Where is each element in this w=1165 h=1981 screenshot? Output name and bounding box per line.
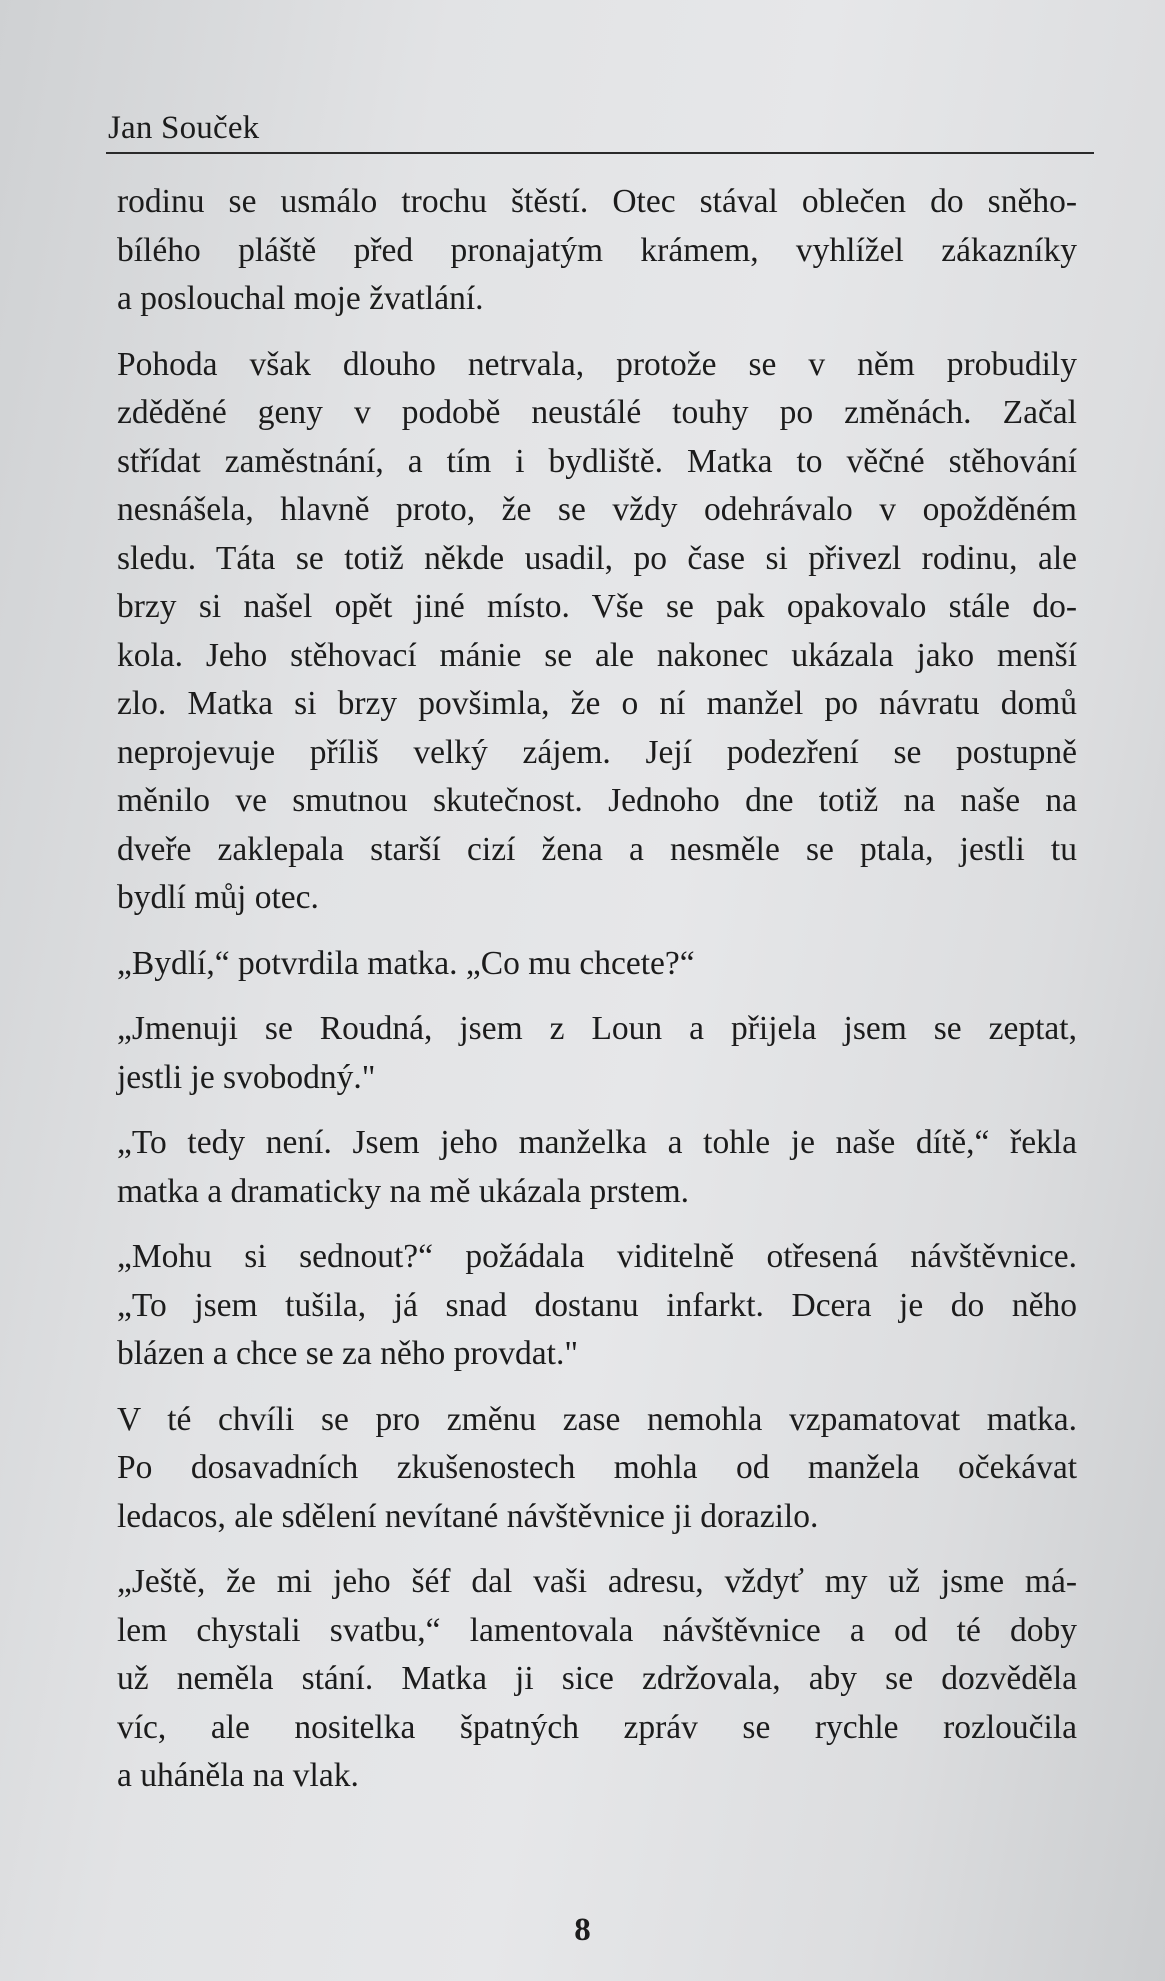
paragraph — [117, 940, 1077, 989]
text-line: střídat zaměstnání, a tím i bydliště. Matka to věčné stěhování — [117, 442, 1077, 480]
text-line: bílého pláště před pronajatým krámem, vyhlížel zákazníky — [117, 231, 1077, 269]
text-line: víc, ale nositelka špatných zpráv se rychle rozloučila — [117, 1708, 1077, 1746]
text-line: Po dosavadních zkušenostech mohla od manžela očekávat — [117, 1449, 1077, 1486]
text-line: zlo. Matka si brzy povšimla, že o ní manžel po návratu domů — [117, 685, 1077, 722]
text-line: jestli je svobodný." — [117, 1058, 376, 1096]
text-line: a poslouchal moje žvatlání. — [117, 280, 484, 317]
text-line: rodinu se usmálo trochu štěstí. Otec stával oblečen do sněho- — [117, 183, 1077, 220]
text-line: brzy si našel opět jiné místo. Vše se pak opakovalo stále do- — [117, 588, 1077, 625]
text-line: zděděné geny v podobě neustálé touhy po změnách. Začal — [117, 394, 1077, 431]
paragraph — [117, 1119, 1077, 1216]
paragraph — [117, 1396, 1077, 1542]
text-line: V té chvíli se pro změnu zase nemohla vzpamatovat matka. — [117, 1400, 1077, 1438]
text-line: už neměla stání. Matka ji sice zdržovala, aby se dozvěděla — [117, 1660, 1077, 1697]
running-head-author: Jan Souček — [108, 110, 260, 146]
text-line: Pohoda však dlouho netrvala, protože se v něm probudily — [117, 345, 1077, 383]
body-text — [117, 178, 1077, 1818]
text-line: „Ještě, že mi jeho šéf dal vaši adresu, vždyť my už jsme má- — [117, 1563, 1077, 1600]
header-rule — [106, 152, 1094, 154]
text-line: lem chystali svatbu,“ lamentovala návštěvnice a od té doby — [117, 1611, 1077, 1649]
paragraph — [117, 178, 1077, 324]
text-line: „To tedy není. Jsem jeho manželka a tohle je naše dítě,“ řekla — [117, 1124, 1077, 1161]
text-line: neprojevuje příliš velký zájem. Její podezření se postupně — [117, 733, 1077, 771]
page-number: 8 — [574, 1912, 591, 1948]
paragraph — [117, 1558, 1077, 1801]
text-line: nesnášela, hlavně proto, že se vždy odehrávalo v opožděném — [117, 491, 1077, 528]
text-line: blázen a chce se za něho provdat." — [117, 1335, 579, 1372]
text-line: bydlí můj otec. — [117, 879, 319, 916]
text-line: měnilo ve smutnou skutečnost. Jednoho dne totiž na naše na — [117, 782, 1077, 819]
paragraph — [117, 341, 1077, 923]
text-line: a uháněla na vlak. — [117, 1757, 359, 1794]
paragraph — [117, 1005, 1077, 1102]
text-line: kola. Jeho stěhovací mánie se ale nakonec ukázala jako menší — [117, 636, 1077, 674]
text-line: „To jsem tušila, já snad dostanu infarkt. Dcera je do něho — [117, 1286, 1077, 1324]
text-line: sledu. Táta se totiž někde usadil, po čase si přivezl rodinu, ale — [117, 539, 1077, 577]
text-line: „Mohu si sednout?“ požádala viditelně otřesená návštěvnice. — [117, 1238, 1077, 1275]
text-line: dveře zaklepala starší cizí žena a nesměle se ptala, jestli tu — [117, 830, 1077, 868]
text-line: ledacos, ale sdělení nevítané návštěvnice ji dorazilo. — [117, 1497, 819, 1535]
text-line: „Jmenuji se Roudná, jsem z Loun a přijela jsem se zeptat, — [117, 1010, 1077, 1047]
text-line: matka a dramaticky na mě ukázala prstem. — [117, 1172, 690, 1210]
text-line: „Bydlí,“ potvrdila matka. „Co mu chcete?“ — [117, 944, 695, 982]
paragraph — [117, 1233, 1077, 1379]
